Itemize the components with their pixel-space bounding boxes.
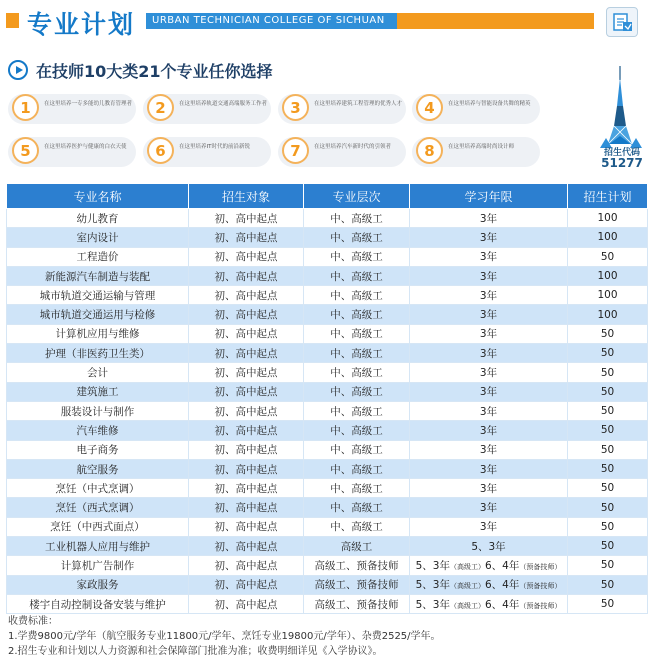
major-level: 中、高级工 xyxy=(304,440,410,459)
years-prep-note: （预备技师） xyxy=(519,601,562,610)
enroll-plan: 50 xyxy=(568,440,648,459)
table-row xyxy=(7,228,648,247)
table-row xyxy=(7,401,648,420)
enroll-plan: 50 xyxy=(568,459,648,478)
enroll-target: 初、高中起点 xyxy=(189,421,304,440)
major-name: 幼儿教育 xyxy=(7,209,189,228)
years-advanced: 5、3年 xyxy=(415,598,450,611)
enroll-target: 初、高中起点 xyxy=(189,305,304,324)
enroll-plan: 50 xyxy=(568,247,648,266)
enroll-plan: 50 xyxy=(568,556,648,575)
play-circle-icon xyxy=(8,60,28,80)
enroll-target: 初、高中起点 xyxy=(189,517,304,536)
enroll-plan: 50 xyxy=(568,537,648,556)
table-row xyxy=(7,421,648,440)
study-years xyxy=(410,556,568,575)
study-years: 3年 xyxy=(410,479,568,498)
feature-item xyxy=(8,94,136,124)
major-name: 电子商务 xyxy=(7,440,189,459)
study-years: 3年 xyxy=(410,517,568,536)
feature-text: 在这里培养高端时尚设计师 xyxy=(448,144,515,150)
study-years: 3年 xyxy=(410,286,568,305)
study-years: 3年 xyxy=(410,363,568,382)
feature-text: 在这里培养一专多能幼儿教育管理者 xyxy=(44,101,133,107)
study-years: 5、3年 xyxy=(410,537,568,556)
major-name: 烹饪（西式烹调） xyxy=(7,498,189,517)
feature-item xyxy=(412,94,540,124)
enroll-plan: 50 xyxy=(568,401,648,420)
enroll-plan: 50 xyxy=(568,594,648,613)
enroll-plan: 100 xyxy=(568,228,648,247)
study-years: 3年 xyxy=(410,440,568,459)
major-name: 护理（非医药卫生类） xyxy=(7,344,189,363)
enroll-target: 初、高中起点 xyxy=(189,266,304,285)
feature-number: 8 xyxy=(416,137,443,164)
feature-number: 5 xyxy=(12,137,39,164)
enroll-plan: 50 xyxy=(568,344,648,363)
major-level: 中、高级工 xyxy=(304,363,410,382)
enroll-plan: 50 xyxy=(568,363,648,382)
table-row xyxy=(7,575,648,594)
major-level: 中、高级工 xyxy=(304,305,410,324)
enroll-target: 初、高中起点 xyxy=(189,479,304,498)
major-level: 中、高级工 xyxy=(304,324,410,343)
feature-item xyxy=(412,137,540,167)
major-name: 城市轨道交通运用与检修 xyxy=(7,305,189,324)
column-header: 专业名称 xyxy=(7,184,189,209)
major-name: 烹饪（中式烹调） xyxy=(7,479,189,498)
feature-number: 3 xyxy=(282,94,309,121)
major-name: 建筑施工 xyxy=(7,382,189,401)
table-row xyxy=(7,209,648,228)
study-years: 3年 xyxy=(410,459,568,478)
major-level: 中、高级工 xyxy=(304,479,410,498)
major-name: 工程造价 xyxy=(7,247,189,266)
enroll-plan: 50 xyxy=(568,479,648,498)
enroll-plan: 50 xyxy=(568,421,648,440)
table-row xyxy=(7,305,648,324)
enroll-target: 初、高中起点 xyxy=(189,498,304,517)
major-name: 计算机应用与维修 xyxy=(7,324,189,343)
enroll-target: 初、高中起点 xyxy=(189,401,304,420)
enroll-target: 初、高中起点 xyxy=(189,594,304,613)
enroll-target: 初、高中起点 xyxy=(189,344,304,363)
header-orange-bar xyxy=(397,13,594,29)
years-advanced-note: （高级工） xyxy=(450,601,485,610)
enroll-target: 初、高中起点 xyxy=(189,324,304,343)
major-name: 家政服务 xyxy=(7,575,189,594)
enroll-plan: 100 xyxy=(568,286,648,305)
feature-text: 在这里培养医护与健康的白衣天使 xyxy=(44,144,127,150)
table-row xyxy=(7,247,648,266)
study-years xyxy=(410,575,568,594)
years-advanced-note: （高级工） xyxy=(450,562,485,571)
enroll-plan: 50 xyxy=(568,382,648,401)
enrollment-code-label: 招生代码 xyxy=(603,148,640,158)
study-years: 3年 xyxy=(410,498,568,517)
study-years: 3年 xyxy=(410,382,568,401)
header-subtitle-band: URBAN TECHNICIAN COLLEGE OF SICHUAN xyxy=(146,13,397,29)
major-name: 汽车维修 xyxy=(7,421,189,440)
study-years: 3年 xyxy=(410,247,568,266)
table-row xyxy=(7,498,648,517)
page-title: 专业计划 xyxy=(27,10,136,39)
years-advanced: 5、3年 xyxy=(415,579,450,592)
enroll-target: 初、高中起点 xyxy=(189,286,304,305)
enroll-plan: 50 xyxy=(568,575,648,594)
feature-text: 在这里培养IT时代的前沿新锐 xyxy=(179,144,250,150)
fee-note-line: 1.学费9800元/学年（航空服务专业11800元/学年、烹饪专业19800元/学年）、杂费2525/学年。 xyxy=(8,631,441,642)
column-header: 招生计划 xyxy=(568,184,648,209)
enroll-target: 初、高中起点 xyxy=(189,556,304,575)
major-level: 中、高级工 xyxy=(304,459,410,478)
major-name: 会计 xyxy=(7,363,189,382)
study-years: 3年 xyxy=(410,266,568,285)
major-level: 中、高级工 xyxy=(304,286,410,305)
feature-item xyxy=(143,137,271,167)
feature-number: 1 xyxy=(12,94,39,121)
major-level: 中、高级工 xyxy=(304,266,410,285)
enroll-target: 初、高中起点 xyxy=(189,382,304,401)
major-level: 中、高级工 xyxy=(304,401,410,420)
years-prep: 6、4年 xyxy=(485,559,520,572)
major-level: 高级工、预备技师 xyxy=(304,594,410,613)
major-name: 新能源汽车制造与装配 xyxy=(7,266,189,285)
table-row xyxy=(7,344,648,363)
enroll-plan: 50 xyxy=(568,498,648,517)
feature-item xyxy=(278,137,406,167)
fee-note-line: 2.招生专业和计划以人力资源和社会保障部门批准为准；收费明细详见《入学协议》。 xyxy=(8,646,383,657)
major-level: 中、高级工 xyxy=(304,498,410,517)
feature-number: 7 xyxy=(282,137,309,164)
feature-item xyxy=(143,94,271,124)
major-level: 中、高级工 xyxy=(304,247,410,266)
table-row xyxy=(7,363,648,382)
enroll-target: 初、高中起点 xyxy=(189,228,304,247)
table-row xyxy=(7,266,648,285)
study-years: 3年 xyxy=(410,324,568,343)
table-row xyxy=(7,556,648,575)
major-name: 烹饪（中西式面点） xyxy=(7,517,189,536)
major-level: 高级工 xyxy=(304,537,410,556)
enroll-target: 初、高中起点 xyxy=(189,247,304,266)
intro-heading: 在技师10大类21个专业任你选择 xyxy=(36,62,273,81)
study-years: 3年 xyxy=(410,421,568,440)
table-row xyxy=(7,479,648,498)
majors-table xyxy=(6,183,648,614)
major-name: 计算机广告制作 xyxy=(7,556,189,575)
major-name: 航空服务 xyxy=(7,459,189,478)
major-name: 工业机器人应用与维护 xyxy=(7,537,189,556)
enroll-plan: 100 xyxy=(568,209,648,228)
major-level: 中、高级工 xyxy=(304,344,410,363)
enrollment-code-value: 51277 xyxy=(601,156,643,170)
table-row xyxy=(7,594,648,613)
fee-notes-title: 收费标准： xyxy=(8,616,58,627)
enroll-target: 初、高中起点 xyxy=(189,537,304,556)
feature-item xyxy=(8,137,136,167)
document-icon[interactable] xyxy=(606,7,638,37)
enroll-target: 初、高中起点 xyxy=(189,209,304,228)
years-advanced: 5、3年 xyxy=(415,559,450,572)
enroll-plan: 50 xyxy=(568,324,648,343)
major-name: 室内设计 xyxy=(7,228,189,247)
years-prep: 6、4年 xyxy=(485,579,520,592)
study-years xyxy=(410,594,568,613)
enroll-plan: 100 xyxy=(568,305,648,324)
feature-text: 在这里培养与智能设备共舞的精英 xyxy=(448,101,531,107)
column-header: 招生对象 xyxy=(189,184,304,209)
table-header-row xyxy=(7,184,648,209)
years-prep: 6、4年 xyxy=(485,598,520,611)
major-level: 中、高级工 xyxy=(304,517,410,536)
feature-number: 6 xyxy=(147,137,174,164)
feature-text: 在这里培养建筑工程管理的优秀人才 xyxy=(314,101,403,107)
major-level: 中、高级工 xyxy=(304,228,410,247)
enroll-target: 初、高中起点 xyxy=(189,575,304,594)
header-accent-square xyxy=(6,13,19,28)
major-name: 服装设计与制作 xyxy=(7,401,189,420)
feature-item xyxy=(278,94,406,124)
enroll-target: 初、高中起点 xyxy=(189,440,304,459)
column-header: 专业层次 xyxy=(304,184,410,209)
years-advanced-note: （高级工） xyxy=(450,582,485,591)
major-name: 城市轨道交通运输与管理 xyxy=(7,286,189,305)
enroll-plan: 100 xyxy=(568,266,648,285)
study-years: 3年 xyxy=(410,228,568,247)
table-row xyxy=(7,286,648,305)
table-row xyxy=(7,324,648,343)
enroll-target: 初、高中起点 xyxy=(189,363,304,382)
major-level: 中、高级工 xyxy=(304,421,410,440)
study-years: 3年 xyxy=(410,305,568,324)
major-level: 高级工、预备技师 xyxy=(304,556,410,575)
enroll-target: 初、高中起点 xyxy=(189,459,304,478)
feature-text: 在这里培养轨道交通高端服务工作者 xyxy=(179,101,268,107)
table-row xyxy=(7,382,648,401)
feature-number: 4 xyxy=(416,94,443,121)
study-years: 3年 xyxy=(410,401,568,420)
major-level: 高级工、预备技师 xyxy=(304,575,410,594)
feature-number: 2 xyxy=(147,94,174,121)
table-row xyxy=(7,517,648,536)
page-header xyxy=(0,0,654,44)
study-years: 3年 xyxy=(410,209,568,228)
table-row xyxy=(7,459,648,478)
study-years: 3年 xyxy=(410,344,568,363)
years-prep-note: （预备技师） xyxy=(519,582,562,591)
major-level: 中、高级工 xyxy=(304,382,410,401)
major-level: 中、高级工 xyxy=(304,209,410,228)
table-row xyxy=(7,537,648,556)
major-name: 楼宇自动控制设备安装与维护 xyxy=(7,594,189,613)
column-header: 学习年限 xyxy=(410,184,568,209)
table-row xyxy=(7,440,648,459)
enroll-plan: 50 xyxy=(568,517,648,536)
years-prep-note: （预备技师） xyxy=(519,562,562,571)
fee-notes xyxy=(8,614,441,659)
feature-text: 在这里培养汽车新时代的引领者 xyxy=(314,144,392,150)
